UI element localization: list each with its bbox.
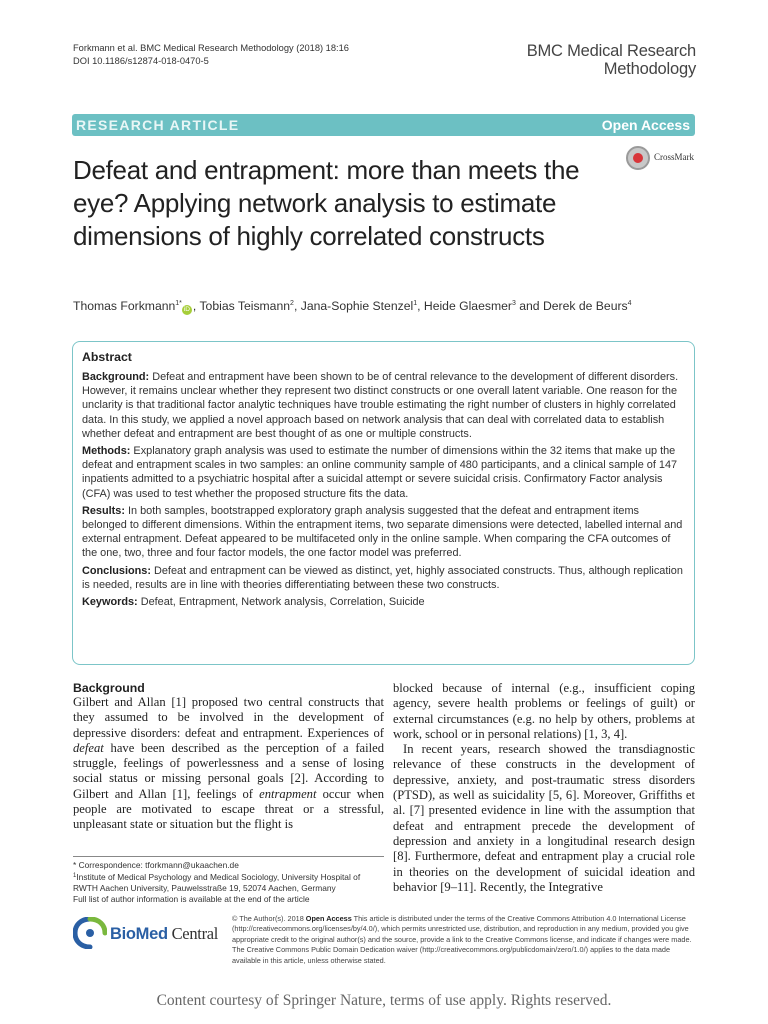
journal-name-line1: BMC Medical Research	[526, 42, 696, 60]
affiliation-line: $^1$Institute of Medical Psychology and Medical Sociology, University Hospital of RWTH Aachen University, Pauwelsstraße 19, 52074 Aachen, Germany	[73, 872, 361, 893]
author-list: Thomas Forkmann$^{1*}$iD , Tobias Teismann$^2$, Jana-Sophie Stenzel$^1$, Heide Glaesmer$^3$ and Derek de Beurs$^4$	[73, 299, 632, 313]
doi-line: DOI 10.1186/s12874-018-0470-5	[73, 55, 209, 66]
author-name: Derek de Beurs	[542, 299, 628, 313]
abstract-results: Results: In both samples, bootstrapped exploratory graph analysis suggested that the defeat and entrapment items belonged to different dimensions. Within the entrapment items, two separate dimensions were detected, labelled internal and external entrapment. Defeat appeared to be multifaceted only in the online sample. When comparing the CFA outcomes of the one, two, three and four factor models, the one factor model was preferred.	[82, 504, 683, 560]
footnote	[73, 856, 384, 905]
body-paragraph-1: Gilbert and Allan [1] proposed two central constructs that they assumed to be involved in the development of depressive disorders: defeat and entrapment. Experiences of defeat have been described as the perception of a failed struggle, feelings of powerlessness and a sense of losing social status or missing personal goals [2]. According to Gilbert and Allan [1], feelings of entrapment occur when people are motivated to escape threat or a stressful, unpleasant state or situation but the flight is	[73, 695, 384, 832]
abstract-conclusions: Conclusions: Defeat and entrapment can be viewed as distinct, yet, highly associated constructs. Thus, although replication is needed, results are in line with theories differentiating between these two constructs.	[82, 564, 683, 591]
abstract-box	[72, 341, 695, 665]
journal-name	[527, 42, 696, 78]
article-type-label: RESEARCH ARTICLE	[76, 117, 240, 133]
license-text: © The Author(s). 2018 Open Access This article is distributed under the terms of the Creative Commons Attribution 4.0 International License (http://creativecommons.org/licenses/by/4.0/), which permits unrestricted use, distribution, and reproduction in any medium, provided you give appropriate credit to the original author(s) and the source, provide a link to the Creative Commons license, and indicate if changes were made. The Creative Commons Public Domain Dedication waiver (http://creativecommons.org/publicdomain/zero/1.0/) applies to the data made available in this article, unless otherwise stated.	[232, 914, 692, 965]
abstract-keywords: Keywords: Defeat, Entrapment, Network analysis, Correlation, Suicide	[82, 596, 425, 609]
author-name: Tobias Teismann	[199, 299, 291, 313]
biomed-central-icon	[73, 917, 107, 949]
body-paragraph-3: In recent years, research showed the transdiagnostic relevance of these constructs in the development of depressive, anxiety, and post-traumatic stress disorders (PTSD), as well as suicidality [5, 6]. Moreover, Griffiths et al. [7] presented evidence in line with the assumption that defeat and entrapment precede the development of depression and anxiety in a longitudinal research design [8]. Furthermore, defeat and entrapment play a crucial role in theories on the development of suicidal ideation and behavior [9–11]. Recently, the Integrative	[393, 742, 695, 894]
body-column-left	[73, 681, 384, 833]
section-heading-background: Background	[73, 681, 145, 695]
crossmark-badge[interactable]	[626, 145, 698, 171]
citation-line: Forkmann et al. BMC Medical Research Methodology (2018) 18:16	[73, 43, 349, 53]
courtesy-watermark: Content courtesy of Springer Nature, terms of use apply. Rights reserved.	[156, 992, 612, 1009]
author-affiliation-marker: 1*	[175, 300, 182, 307]
publisher-logo	[73, 915, 223, 951]
crossmark-icon	[626, 146, 650, 170]
abstract-background: Background: Defeat and entrapment have been shown to be of central relevance to the development of different disorders. However, it remains unclear whether they represent two distinct constructs or one overall latent variable. One reason for the unclarity is that traditional factor analytic techniques have trouble estimating the right number of clusters in highly correlated data. In this study, we applied a novel approach based on network analysis that can deal with correlated data to establish whether defeat and entrapment are best thought of as one or multiple constructs.	[82, 371, 679, 440]
orcid-icon[interactable]: iD	[183, 306, 190, 313]
citation-block	[73, 42, 349, 67]
author-info-note: Full list of author information is available at the end of the article	[73, 894, 310, 904]
abstract-methods: Methods: Explanatory graph analysis was used to estimate the number of dimensions within the 32 items that make up the defeat and entrapment scales in two samples: an online community sample of 480 participants, and a clinical sample of 147 inpatients admitted to a psychiatric hospital after a suicidal attempt or severe suicidal crisis. Confirmatory Factor analysis (CFA) was used to test whether the proposed structure fits the data.	[82, 445, 678, 500]
crossmark-label: CrossMark	[654, 152, 694, 162]
abstract-heading: Abstract	[82, 350, 132, 364]
open-access-label: Open Access	[601, 117, 690, 133]
article-type-banner	[72, 114, 695, 136]
body-paragraph-2: blocked because of internal (e.g., insufficient coping agency, severe health problems or feelings of guilt) or external circumstances (e.g. no help by others, problems at work, school or in personal relations) [1, 3, 4].	[393, 681, 695, 741]
body-column-right	[393, 681, 695, 895]
correspondence-line: * Correspondence: tforkmann@ukaachen.de	[73, 860, 239, 870]
author-affiliation-marker: 3	[511, 300, 516, 307]
author-name: Thomas Forkmann	[73, 299, 176, 313]
publisher-name: BioMed Central	[110, 924, 219, 943]
author-affiliation-marker: 2	[290, 300, 294, 307]
author-name: Heide Glaesmer	[423, 299, 512, 313]
article-title: Defeat and entrapment: more than meets the eye? Applying network analysis to estimate dimensions of highly correlated constructs	[73, 155, 580, 251]
journal-name-line2: Methodology	[603, 60, 696, 78]
author-name: Jana-Sophie Stenzel	[300, 299, 414, 313]
author-affiliation-marker: 4	[627, 300, 632, 307]
author-affiliation-marker: 1	[413, 300, 418, 307]
